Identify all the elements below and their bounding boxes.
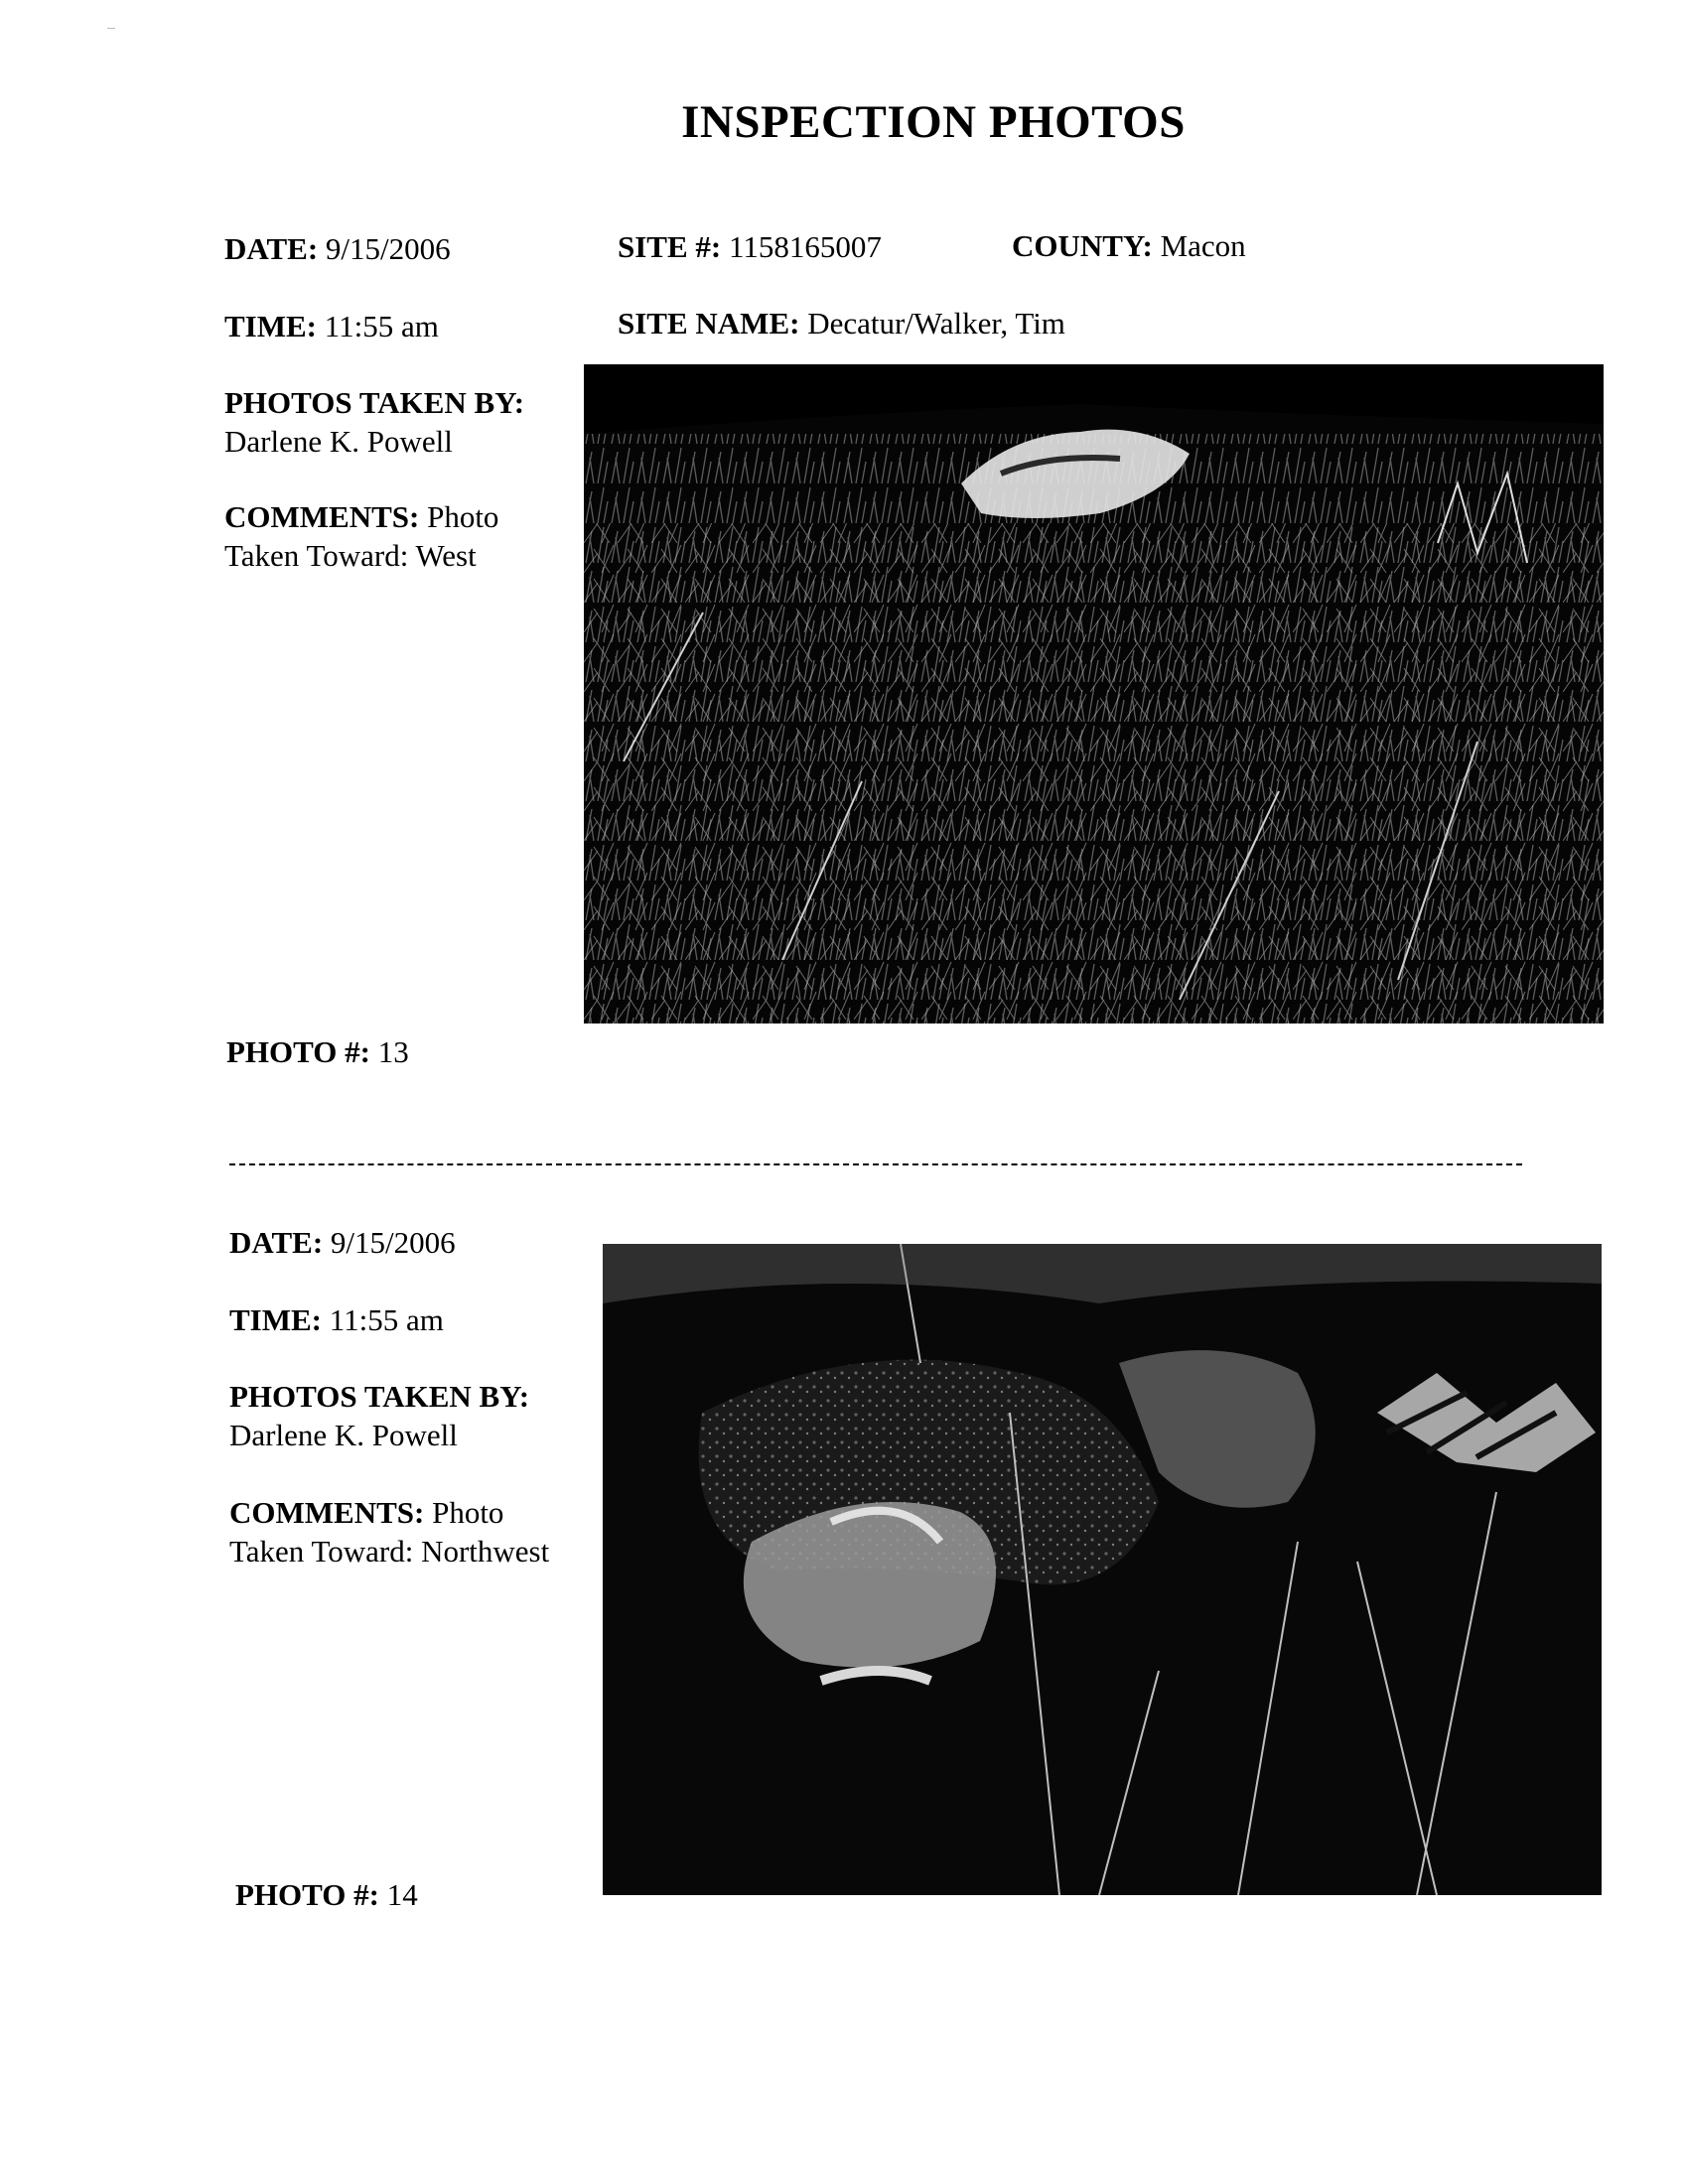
photos-by-value: Darlene K. Powell (224, 424, 453, 459)
comments-value-line1: Photo (427, 499, 499, 534)
site-name-value: Decatur/Walker, Tim (807, 306, 1065, 341)
inspection-photo-14 (603, 1244, 1602, 1895)
entry-1-photo-number (226, 1032, 409, 1071)
entry-1-comments (224, 497, 582, 575)
entry-2-date (229, 1223, 456, 1262)
entry-2-photo-number (235, 1875, 418, 1914)
site-label: SITE #: (618, 229, 722, 264)
photos-by-label: PHOTOS TAKEN BY: (224, 385, 525, 420)
county (1012, 226, 1246, 265)
county-label: COUNTY: (1012, 228, 1153, 263)
comments-value-line2: Taken Toward: West (224, 538, 477, 573)
photos-by-value: Darlene K. Powell (229, 1418, 458, 1452)
entry-1-time (224, 307, 439, 345)
dashed-divider (229, 1163, 1522, 1165)
site-name-label: SITE NAME: (618, 306, 800, 341)
site-number (618, 227, 882, 266)
site-name (618, 304, 1065, 342)
entry-2-time (229, 1300, 444, 1339)
entry-2-comments (229, 1493, 607, 1570)
photo-number-value: 14 (386, 1877, 418, 1912)
date-value: 9/15/2006 (325, 231, 451, 266)
time-value: 11:55 am (324, 309, 439, 343)
time-label: TIME: (229, 1302, 322, 1337)
comments-value-line2: Taken Toward: Northwest (229, 1534, 550, 1569)
time-label: TIME: (224, 309, 317, 343)
debris-photo-icon (603, 1244, 1602, 1895)
scan-speck (107, 28, 115, 29)
county-value: Macon (1160, 228, 1246, 263)
photo-number-value: 13 (377, 1034, 409, 1069)
inspection-photo-13 (584, 364, 1604, 1024)
photo-number-label: PHOTO #: (226, 1034, 370, 1069)
photos-by-label: PHOTOS TAKEN BY: (229, 1379, 530, 1414)
comments-value-line1: Photo (432, 1495, 504, 1530)
site-value: 1158165007 (728, 229, 882, 264)
entry-1-photos-by (224, 383, 562, 461)
comments-label: COMMENTS: (229, 1495, 425, 1530)
grass-photo-icon (584, 364, 1604, 1024)
comments-label: COMMENTS: (224, 499, 420, 534)
page-title: INSPECTION PHOTOS (681, 96, 1186, 148)
photo-number-label: PHOTO #: (235, 1877, 379, 1912)
entry-2-photos-by (229, 1377, 587, 1454)
entry-1-date (224, 229, 451, 268)
time-value: 11:55 am (329, 1302, 444, 1337)
date-value: 9/15/2006 (330, 1225, 456, 1260)
date-label: DATE: (229, 1225, 324, 1260)
date-label: DATE: (224, 231, 319, 266)
